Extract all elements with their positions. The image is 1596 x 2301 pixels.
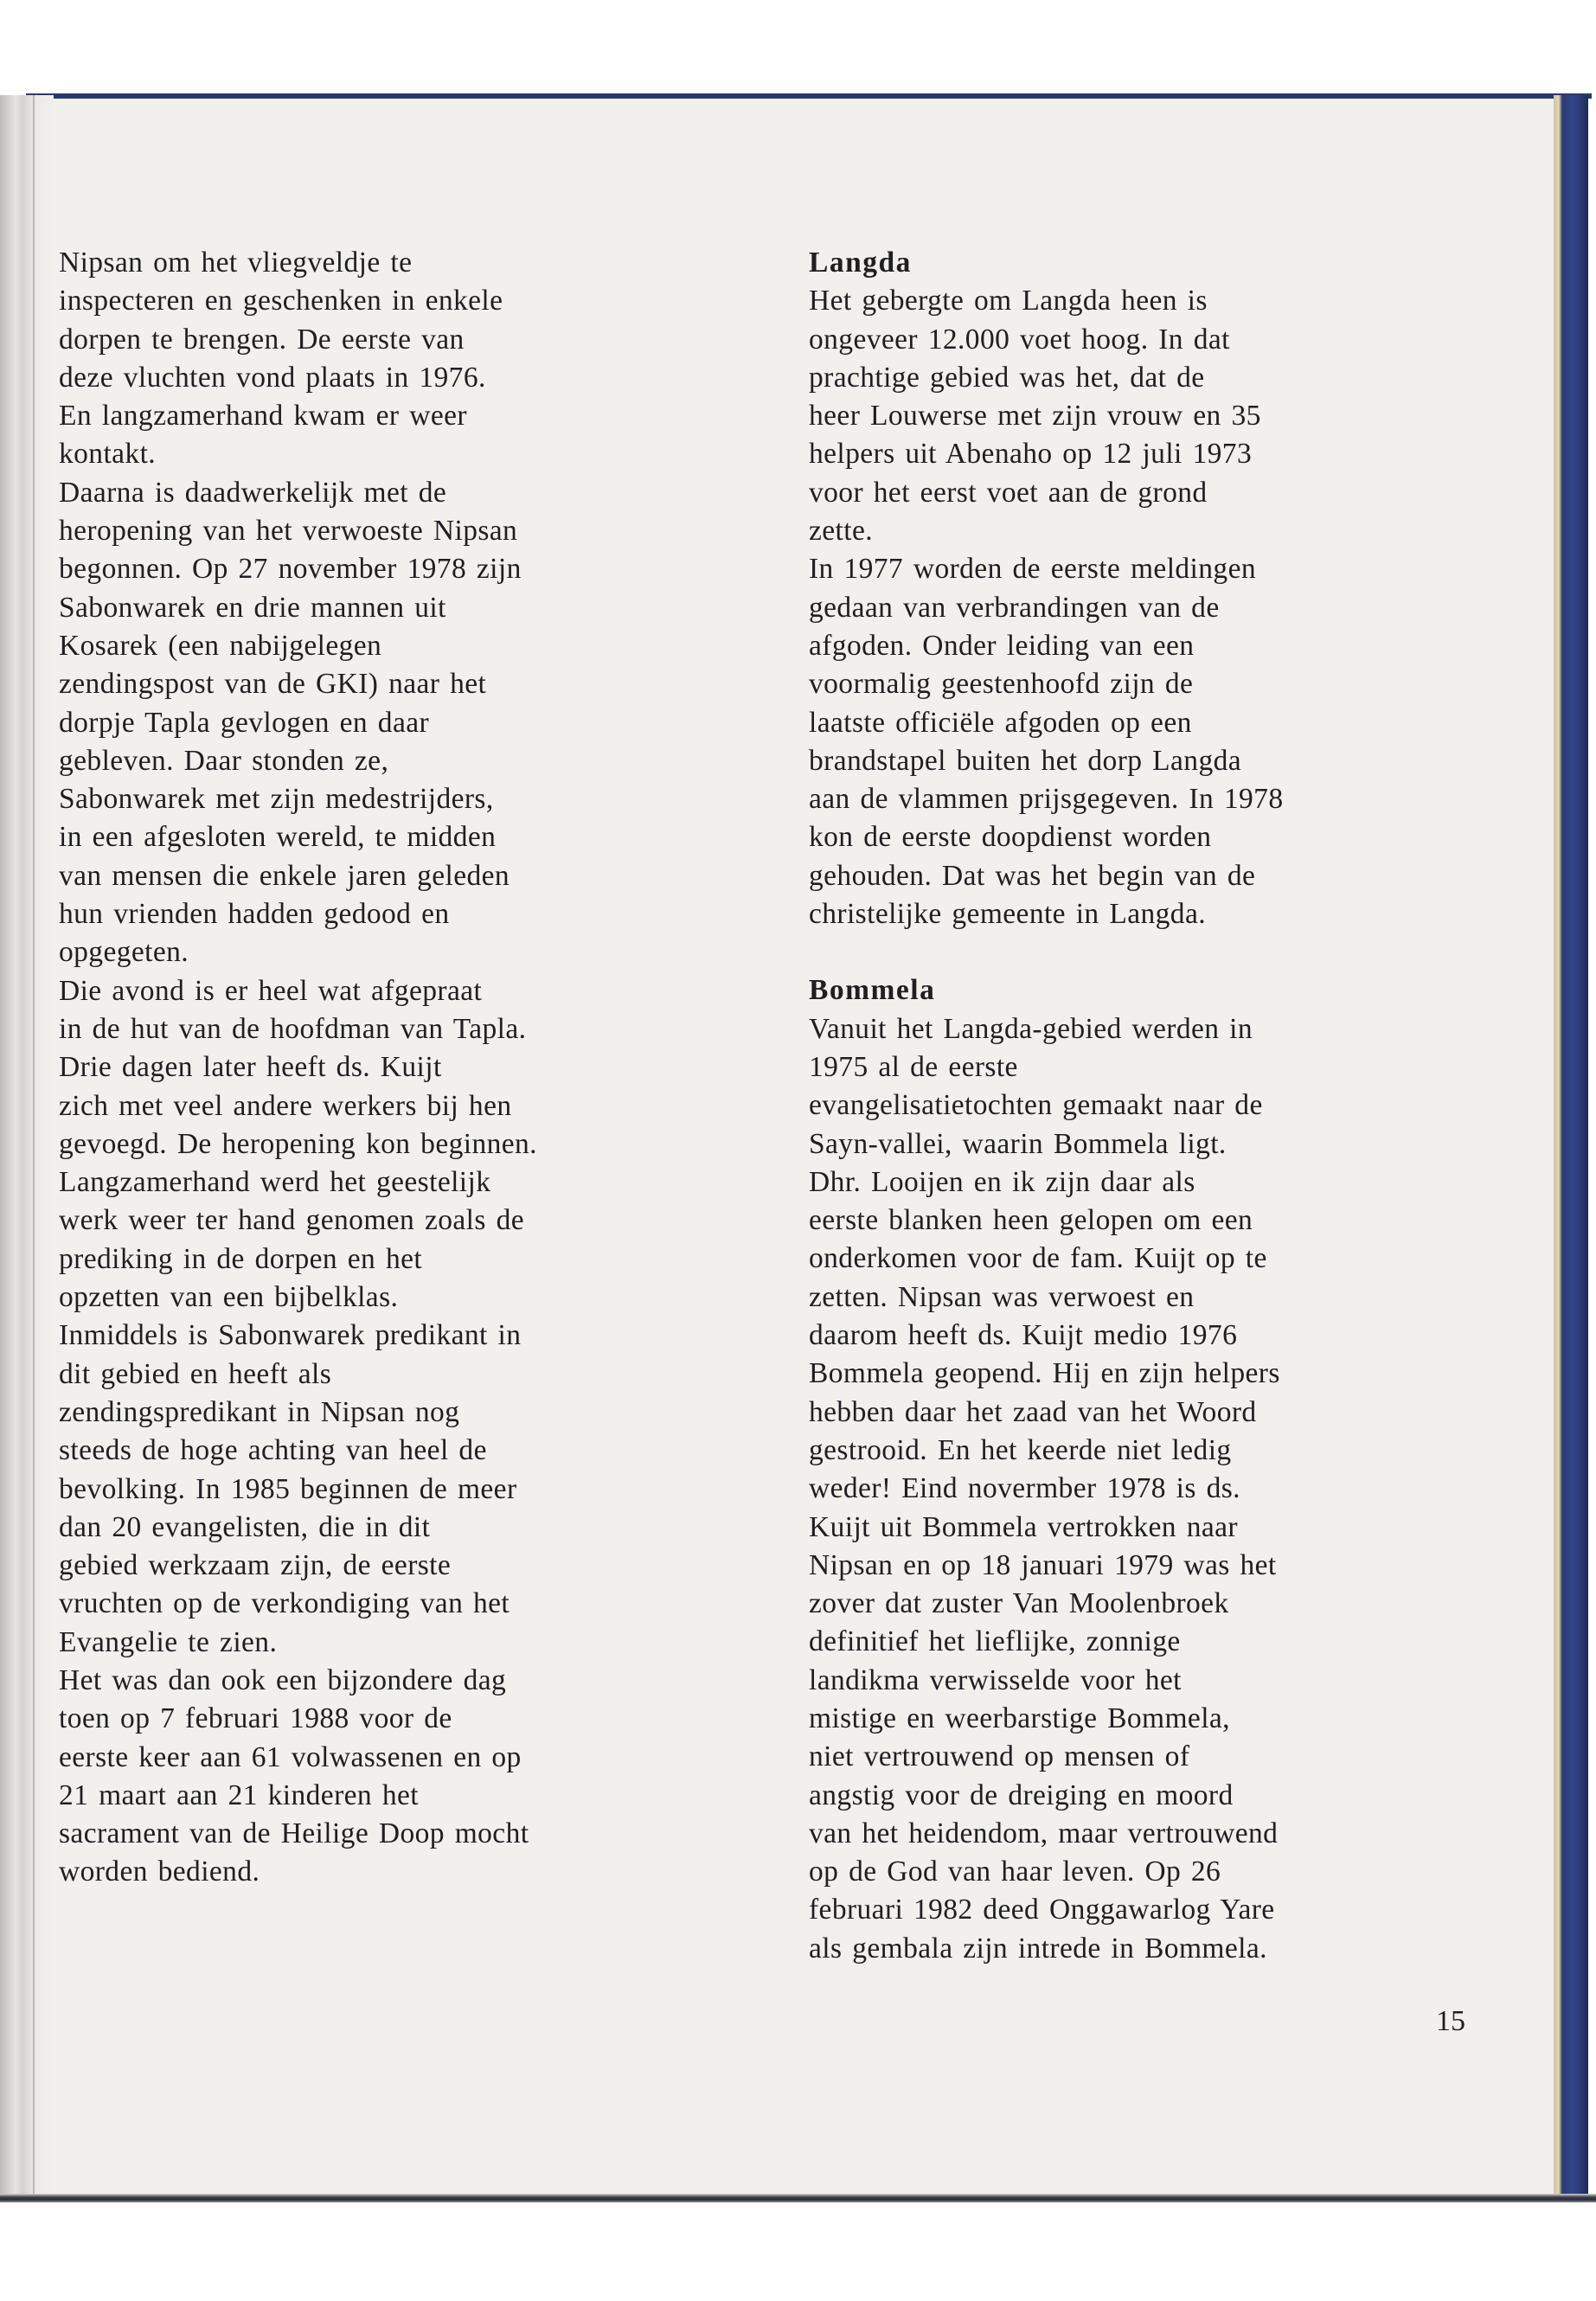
text-line: In 1977 worden de eerste meldingen [809, 553, 1256, 586]
text-line: Langzamerhand werd het geestelijk [59, 1166, 491, 1199]
text-line: opzetten van een bijbelklas. [59, 1281, 399, 1314]
text-line: in de hut van de hoofdman van Tapla. [59, 1012, 527, 1045]
text-line: Inmiddels is Sabonwarek predikant in [59, 1319, 522, 1352]
text-line: van het heidendom, maar vertrouwend [809, 1817, 1279, 1849]
text-line: Kuijt uit Bommela vertrokken naar [809, 1510, 1238, 1543]
text-line: zendingspredikant in Nipsan nog [59, 1395, 460, 1428]
text-line: dorpen te brengen. De eerste van [59, 323, 465, 356]
text-line: opgegeten. [59, 936, 189, 969]
text-line: niet vertrouwend op mensen of [809, 1740, 1190, 1773]
text-line: voor het eerst voet aan de grond [809, 476, 1208, 509]
text-line: zich met veel andere werkers bij hen [59, 1089, 512, 1122]
text-line: werk weer ter hand genomen zoals de [59, 1204, 525, 1237]
text-line: laatste officiële afgoden op een [809, 706, 1192, 739]
text-line: landikma verwisselde voor het [809, 1663, 1182, 1696]
text-line: Bommela geopend. Hij en zijn helpers [809, 1357, 1280, 1390]
text-line: kon de eerste doopdienst worden [809, 821, 1212, 854]
text-line: steeds de hoge achting van heel de [59, 1434, 487, 1467]
text-line: En langzamerhand kwam er weer [59, 400, 467, 433]
text-line: Dhr. Looijen en ik zijn daar als [809, 1165, 1195, 1198]
text-line: daarom heeft ds. Kuijt medio 1976 [809, 1319, 1238, 1352]
section-gap [809, 933, 1466, 971]
text-line: hun vrienden hadden gedood en [59, 898, 450, 931]
page-number: 15 [1436, 2005, 1465, 2037]
text-line: zendingspost van de GKI) naar het [59, 668, 487, 701]
text-line: gedaan van verbrandingen van de [809, 591, 1220, 624]
text-line: eerste keer aan 61 volwassenen en op [59, 1740, 522, 1773]
text-line: inspecteren en geschenken in enkele [59, 285, 503, 317]
text-line: als gembala zijn intrede in Bommela. [809, 1932, 1267, 1965]
text-line: afgoden. Onder leiding van een [809, 629, 1195, 662]
text-line: Nipsan en op 18 januari 1979 was het [809, 1548, 1277, 1581]
book-cover-edge [1554, 95, 1588, 2197]
text-line: gevoegd. De heropening kon beginnen. [59, 1127, 537, 1160]
text-line: Nipsan om het vliegveldje te [59, 247, 413, 279]
text-line: februari 1982 deed Onggawarlog Yare [809, 1894, 1275, 1926]
text-line: helpers uit Abenaho op 12 juli 1973 [809, 438, 1253, 471]
text-line: Sabonwarek met zijn medestrijders, [59, 783, 494, 816]
text-line: dan 20 evangelisten, die in dit [59, 1510, 431, 1543]
text-line: dit gebied en heeft als [59, 1357, 332, 1390]
text-line: christelijke gemeente in Langda. [809, 898, 1206, 931]
text-line: mistige en weerbarstige Bommela, [809, 1702, 1230, 1734]
scan-margin [0, 2202, 1596, 2301]
text-line: zetten. Nipsan was verwoest en [809, 1280, 1195, 1313]
text-line: worden bediend. [59, 1856, 260, 1888]
text-line: vruchten op de verkondiging van het [59, 1587, 510, 1620]
text-line: ongeveer 12.000 voet hoog. In dat [809, 323, 1230, 356]
text-line: angstig voor de dreiging en moord [809, 1779, 1234, 1811]
text-line: prediking in de dorpen en het [59, 1242, 423, 1275]
text-line: Die avond is er heel wat afgepraat [59, 974, 483, 1007]
binding-fold-line [33, 95, 35, 2197]
text-line: heropening van het verwoeste Nipsan [59, 515, 518, 548]
text-line: zette. [809, 515, 873, 548]
text-line: sacrament van de Heilige Doop mocht [59, 1817, 529, 1850]
text-line: begonnen. Op 27 november 1978 zijn [59, 553, 522, 586]
text-line: gebied werkzaam zijn, de eerste [59, 1549, 452, 1582]
text-line: gebleven. Daar stonden ze, [59, 744, 389, 777]
book-binding [0, 95, 54, 2197]
text-line: Het was dan ook een bijzondere dag [59, 1663, 507, 1696]
text-line: Het gebergte om Langda heen is [809, 285, 1208, 317]
text-line: Sayn-vallei, waarin Bommela ligt. [809, 1127, 1227, 1160]
text-line: gestrooid. En het keerde niet ledig [809, 1433, 1232, 1466]
text-line: definitief het lieflijke, zonnige [809, 1625, 1181, 1658]
text-line: Evangelie te zien. [59, 1625, 278, 1658]
text-line: voormalig geestenhoofd zijn de [809, 668, 1194, 701]
text-line: Drie dagen later heeft ds. Kuijt [59, 1051, 442, 1084]
text-line: Kosarek (een nabijgelegen [59, 629, 382, 662]
text-line: brandstapel buiten het dorp Langda [809, 744, 1242, 777]
text-line: prachtige gebied was het, dat de [809, 361, 1205, 394]
text-line: gehouden. Dat was het begin van de [809, 859, 1256, 892]
text-line: heer Louwerse met zijn vrouw en 35 [809, 400, 1261, 433]
text-line: aan de vlammen prijsgegeven. In 1978 [809, 783, 1284, 816]
text-line: dorpje Tapla gevlogen en daar [59, 706, 430, 739]
text-line: deze vluchten vond plaats in 1976. [59, 361, 486, 394]
text-line: eerste blanken heen gelopen om een [809, 1204, 1253, 1237]
cover-top-edge [26, 93, 1592, 99]
text-line: Daarna is daadwerkelijk met de [59, 476, 447, 509]
text-line: onderkomen voor de fam. Kuijt op te [809, 1242, 1267, 1275]
text-line: hebben daar het zaad van het Woord [809, 1395, 1257, 1428]
text-line: toen op 7 februari 1988 voor de [59, 1702, 452, 1735]
text-line: op de God van haar leven. Op 26 [809, 1856, 1221, 1888]
book-bottom-edge [0, 2194, 1596, 2202]
text-line: evangelisatietochten gemaakt naar de [809, 1089, 1263, 1122]
text-line: zover dat zuster Van Moolenbroek [809, 1587, 1229, 1620]
text-line: bevolking. In 1985 beginnen de meer [59, 1472, 517, 1505]
text-line: in een afgesloten wereld, te midden [59, 821, 497, 854]
text-line: 21 maart aan 21 kinderen het [59, 1779, 419, 1811]
text-line: 1975 al de eerste [809, 1050, 1018, 1083]
section-heading-langda: Langda [809, 247, 912, 279]
right-column [809, 244, 1466, 1968]
section-heading-bommela: Bommela [809, 974, 936, 1007]
text-line: Sabonwarek en drie mannen uit [59, 591, 446, 624]
text-line: Vanuit het Langda-gebied werden in [809, 1012, 1253, 1045]
text-line: van mensen die enkele jaren geleden [59, 859, 510, 892]
left-column [59, 244, 716, 1892]
text-line: kontakt. [59, 438, 157, 471]
text-line: weder! Eind novermber 1978 is ds. [809, 1472, 1240, 1505]
